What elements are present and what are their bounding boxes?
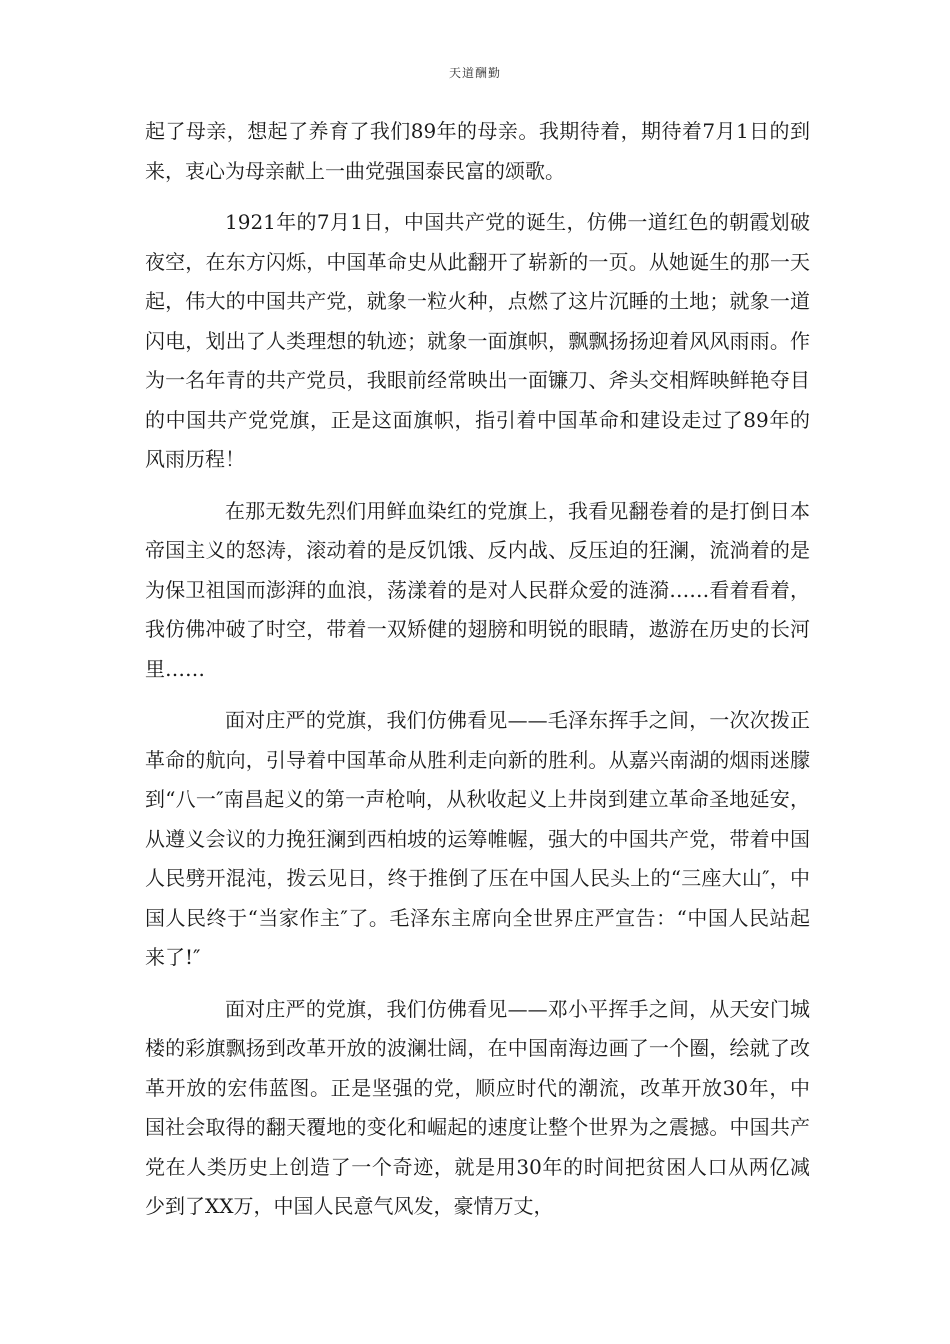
paragraph-founding: 1921年的7月1日，中国共产党的诞生，仿佛一道红色的朝霞划破夜空，在东方闪烁，中国革命史从此翻开了崭新的一页。从她诞生的那一天起，伟大的中国共产党，就象一粒火种，点燃了这片沉睡的土地；就象一道闪电，划出了人类理想的轨迹；就象一面旗帜，飘飘扬扬迎着风风雨雨。作为一名年青的共产党员，我眼前经常映出一面镰刀、斧头交相辉映鲜艳夺目的中国共产党党旗，正是这面旗帜，指引着中国革命和建设走过了89年的风雨历程！ (145, 210, 810, 471)
page-header: 天道酬勤 (448, 66, 501, 80)
paragraph-continuation: 起了母亲，想起了养育了我们89年的母亲。我期待着，期待着7月1日的到来，衷心为母亲献上一曲党强国泰民富的颂歌。 (145, 119, 810, 183)
paragraph-mao: 面对庄严的党旗，我们仿佛看见——毛泽东挥手之间，一次次拨正革命的航向，引导着中国革命从胜利走向新的胜利。从嘉兴南湖的烟雨迷朦到“八一″南昌起义的第一声枪响，从秋收起义上井岗到建立革命圣地延安，从遵义会议的力挽狂澜到西柏坡的运筹帷幄，强大的中国共产党，带着中国人民劈开混沌，拨云见日，终于推倒了压在中国人民头上的“三座大山″，中国人民终于“当家作主″了。毛泽东主席向全世界庄严宣告：“中国人民站起来了!″ (145, 708, 810, 969)
paragraph-deng: 面对庄严的党旗，我们仿佛看见——邓小平挥手之间，从天安门城楼的彩旗飘扬到改革开放的波澜壮阔，在中国南海边画了一个圈，绘就了改革开放的宏伟蓝图。正是坚强的党，顺应时代的潮流，改革开放30年，中国社会取得的翻天覆地的变化和崛起的速度让整个世界为之震撼。中国共产党在人类历史上创造了一个奇迹，就是用30年的时间把贫困人口从两亿减少到了XX万，中国人民意气风发，豪情万丈， (145, 996, 810, 1218)
paragraph-martyrs: 在那无数先烈们用鲜血染红的党旗上，我看见翻卷着的是打倒日本帝国主义的怒涛，滚动着的是反饥饿、反内战、反压迫的狂澜，流淌着的是为保卫祖国而澎湃的血浪，荡漾着的是对人民群众爱的涟漪……看着看着，我仿佛冲破了时空，带着一双矫健的翅膀和明锐的眼睛，遨游在历史的长河里…… (145, 498, 810, 681)
document-body (145, 112, 810, 1239)
